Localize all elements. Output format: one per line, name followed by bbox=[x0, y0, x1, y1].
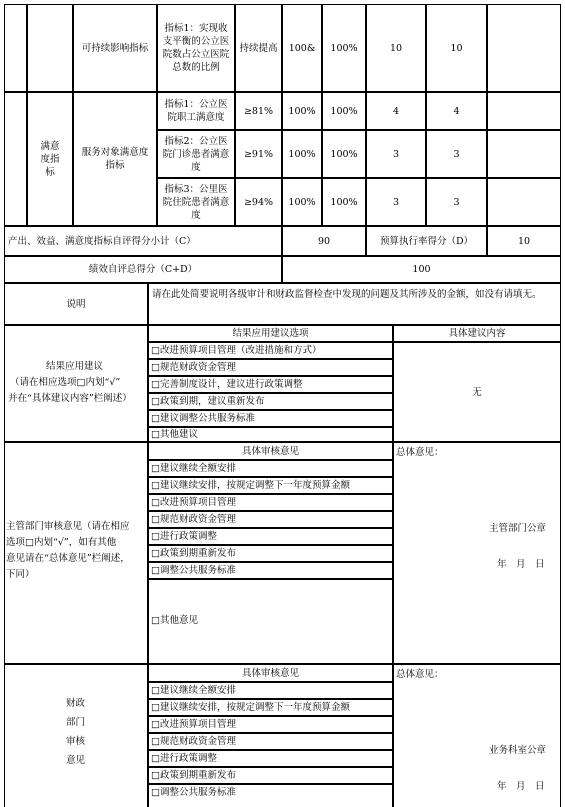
budget-value: 10 bbox=[487, 226, 561, 256]
finance-label-line2: 部门 bbox=[66, 717, 86, 728]
finance-review-header: 具体审核意见 bbox=[148, 664, 393, 682]
dept-label-line1: 主管部门审核意见（请在相应 bbox=[6, 521, 130, 532]
total-label: 绩效自评总得分（C+D） bbox=[4, 256, 282, 283]
satisfaction-row1-indicator: 指标1：公立医院职工满意度 bbox=[157, 92, 235, 130]
total-value: 100 bbox=[282, 256, 561, 283]
result-options-header: 结果应用建议选项 bbox=[148, 325, 393, 342]
satisfaction-row2-actual: 100% bbox=[282, 130, 322, 178]
result-option-6[interactable]: □其他建议 bbox=[148, 427, 393, 442]
result-option-1[interactable]: □改进预算项目管理（改进措施和方式） bbox=[148, 342, 393, 359]
satisfaction-row1-weight: 4 bbox=[366, 92, 426, 130]
satisfaction-row1-score: 4 bbox=[426, 92, 487, 130]
satisfaction-row2-remark bbox=[487, 130, 561, 178]
sustain-target: 持续提高 bbox=[235, 4, 282, 92]
finance-option-4[interactable]: □规范财政资金管理 bbox=[148, 733, 393, 750]
finance-label-line3: 审核 bbox=[66, 736, 86, 747]
satisfaction-row3-remark bbox=[487, 178, 561, 226]
finance-date: 年 月 日 bbox=[497, 781, 545, 792]
sustain-remark bbox=[487, 4, 561, 92]
budget-label: 预算执行率得分（D） bbox=[366, 226, 487, 256]
result-option-2[interactable]: □规范财政资金管理 bbox=[148, 359, 393, 376]
dept-label-line4: 下同） bbox=[6, 569, 35, 580]
left-blank-cell bbox=[4, 92, 27, 226]
dept-overall-label: 总体意见： bbox=[396, 447, 444, 458]
finance-option-3[interactable]: □改进预算项目管理 bbox=[148, 716, 393, 733]
sustain-actual: 100& bbox=[282, 4, 322, 92]
satisfaction-row2-completion: 100% bbox=[322, 130, 366, 178]
dept-stamp: 主管部门公章 bbox=[489, 523, 547, 534]
sustain-category: 可持续影响指标 bbox=[73, 4, 157, 92]
dept-review-header: 具体审核意见 bbox=[148, 442, 393, 460]
satisfaction-row3-completion: 100% bbox=[322, 178, 366, 226]
dept-option-1[interactable]: □建议继续全额安排 bbox=[148, 460, 393, 477]
dept-date: 年 月 日 bbox=[497, 559, 545, 570]
satisfaction-row3-score: 3 bbox=[426, 178, 487, 226]
finance-option-2[interactable]: □建议继续安排，按规定调整下一年度预算金额 bbox=[148, 699, 393, 716]
satisfaction-level1: 满意度指标 bbox=[27, 92, 73, 226]
satisfaction-row3-target: ≥94% bbox=[235, 178, 282, 226]
finance-stamp: 业务科室公章 bbox=[489, 745, 547, 756]
subtotal-label: 产出、效益、满意度指标自评得分小计（C） bbox=[4, 226, 282, 256]
satisfaction-category: 服务对象满意度指标 bbox=[73, 92, 157, 226]
result-content: 无 bbox=[393, 342, 561, 442]
result-label-line1: 结果应用建议 bbox=[46, 361, 104, 372]
satisfaction-row1-target: ≥81% bbox=[235, 92, 282, 130]
satisfaction-row1-completion: 100% bbox=[322, 92, 366, 130]
dept-label-line2: 选项□内划“√”，如有其他 bbox=[6, 537, 117, 548]
satisfaction-row2-weight: 3 bbox=[366, 130, 426, 178]
satisfaction-row2-indicator: 指标2：公立医院门诊患者满意度 bbox=[157, 130, 235, 178]
result-label-line2: （请在相应选项□内划“√” bbox=[10, 377, 121, 388]
dept-option-3[interactable]: □改进预算项目管理 bbox=[148, 494, 393, 511]
level2-cell-empty bbox=[27, 4, 73, 92]
finance-option-6[interactable]: □政策到期重新发布 bbox=[148, 767, 393, 784]
finance-option-1[interactable]: □建议继续全额安排 bbox=[148, 682, 393, 699]
finance-option-7[interactable]: □调整公共服务标准 bbox=[148, 784, 393, 807]
sustain-weight: 10 bbox=[366, 4, 426, 92]
dept-option-2[interactable]: □建议继续安排，按规定调整下一年度预算金额 bbox=[148, 477, 393, 494]
sustain-completion: 100% bbox=[322, 4, 366, 92]
dept-overall-cell bbox=[393, 442, 561, 664]
dept-option-7[interactable]: □调整公共服务标准 bbox=[148, 562, 393, 579]
satisfaction-row2-score: 3 bbox=[426, 130, 487, 178]
satisfaction-row3-weight: 3 bbox=[366, 178, 426, 226]
finance-overall-label: 总体意见： bbox=[396, 669, 444, 680]
finance-label-line1: 财政 bbox=[66, 698, 86, 709]
dept-other-opinion[interactable]: □其他意见 bbox=[148, 579, 393, 664]
dept-option-5[interactable]: □进行政策调整 bbox=[148, 528, 393, 545]
result-option-4[interactable]: □政策到期，建议重新发布 bbox=[148, 393, 393, 410]
satisfaction-row2-target: ≥91% bbox=[235, 130, 282, 178]
sustain-indicator: 指标1：实现收支平衡的公立医院数占公立医院总数的比例 bbox=[157, 4, 235, 92]
dept-label-line3: 意见请在“总体意见”栏阐述， bbox=[6, 553, 130, 564]
satisfaction-row3-actual: 100% bbox=[282, 178, 322, 226]
subtotal-value: 90 bbox=[282, 226, 366, 256]
satisfaction-row1-actual: 100% bbox=[282, 92, 322, 130]
dept-option-6[interactable]: □政策到期重新发布 bbox=[148, 545, 393, 562]
finance-option-5[interactable]: □进行政策调整 bbox=[148, 750, 393, 767]
result-label-line3: 并在“具体建议内容”栏阐述） bbox=[8, 393, 132, 404]
level1-cell-empty bbox=[4, 4, 27, 92]
result-option-3[interactable]: □完善制度设计，建议进行政策调整 bbox=[148, 376, 393, 393]
sustain-score: 10 bbox=[426, 4, 487, 92]
dept-option-4[interactable]: □规范财政资金管理 bbox=[148, 511, 393, 528]
explain-label: 说明 bbox=[4, 283, 148, 325]
satisfaction-row3-indicator: 指标3：公里医院住院患者满意度 bbox=[157, 178, 235, 226]
explain-text: 请在此处简要说明各级审计和财政监督检查中发现的问题及其所涉及的金额，如没有请填无。 bbox=[148, 283, 561, 325]
result-content-header: 具体建议内容 bbox=[393, 325, 561, 342]
finance-label-line4: 意见 bbox=[66, 755, 86, 766]
satisfaction-row1-remark bbox=[487, 92, 561, 130]
result-option-5[interactable]: □建议调整公共服务标准 bbox=[148, 410, 393, 427]
